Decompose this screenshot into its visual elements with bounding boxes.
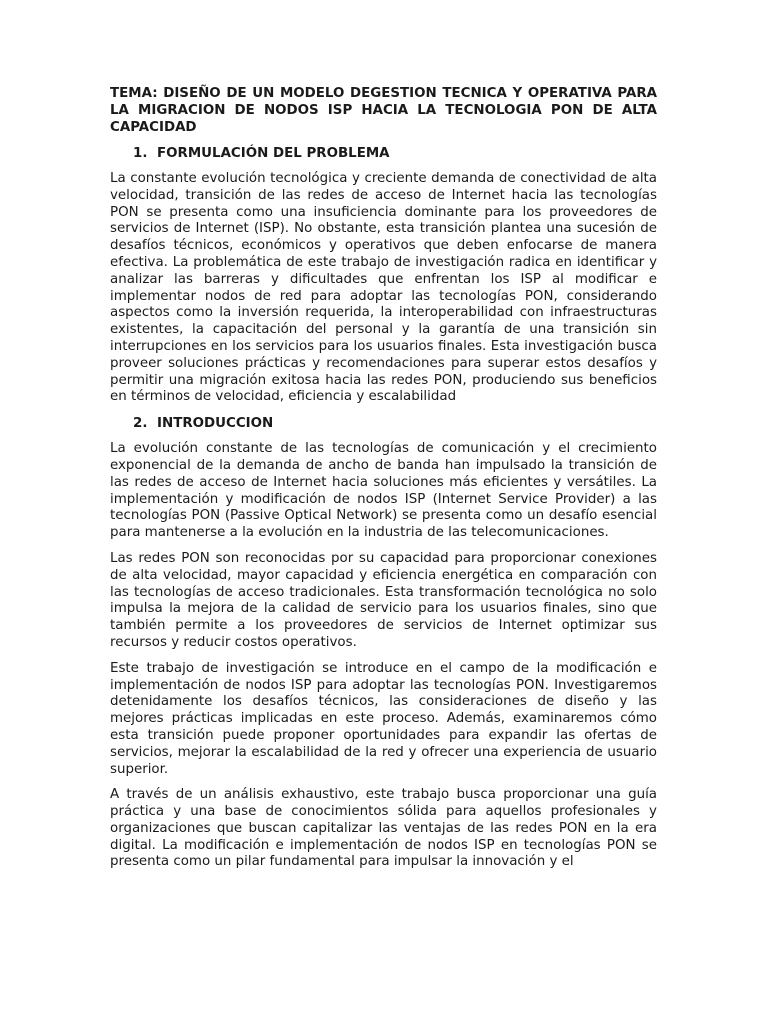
document-page (110, 85, 657, 880)
paragraph: Las redes PON son reconocidas por su capacidad para proporcionar conexiones de alta velocidad, mayor capacidad y eficiencia energética en comparación con las tecnologías de acceso tradicionales. Esta transformación tecnológica no solo impulsa la mejora de la calidad de servicio para los usuarios finales, sino que también permite a los proveedores de servicios de Internet optimizar sus recursos y reducir costos operativos. (110, 550, 657, 650)
paragraph: La evolución constante de las tecnologías de comunicación y el crecimiento exponencial de la demanda de ancho de banda han impulsado la transición de las redes de acceso de Internet hacia soluciones más eficientes y versátiles. La implementación y modificación de nodos ISP (Internet Service Provider) a las tecnologías PON (Passive Optical Network) se presenta como un desafío esencial para mantenerse a la evolución en la industria de las telecomunicaciones. (110, 441, 657, 541)
paragraph: La constante evolución tecnológica y creciente demanda de conectividad de alta velocidad, transición de las redes de acceso de Internet hacia las tecnologías PON se presenta como una insuficiencia dominante para los proveedores de servicios de Internet (ISP). No obstante, esta transición plantea una sucesión de desafíos técnicos, económicos y operativos que deben enfocarse de manera efectiva. La problemática de este trabajo de investigación radica en identificar y analizar las barreras y dificultades que enfrentan los ISP al modificar e implementar nodos de red para adoptar las tecnologías PON, considerando aspectos como la inversión requerida, la interoperabilidad con infraestructuras existentes, la capacitación del personal y la garantía de una transición sin interrupciones en los servicios para los usuarios finales. Esta investigación busca proveer soluciones prácticas y recomendaciones para superar estos desafíos y permitir una migración exitosa hacia las redes PON, produciendo sus beneficios en términos de velocidad, eficiencia y escalabilidad (110, 171, 657, 405)
section-title: FORMULACIÓN DEL PROBLEMA (157, 146, 390, 161)
section-heading-introduccion (110, 415, 657, 432)
section-title: INTRODUCCION (157, 416, 274, 432)
section-heading-problema (110, 145, 657, 162)
paragraph: Este trabajo de investigación se introduce en el campo de la modificación e implementación de nodos ISP para adoptar las tecnologías PON. Investigaremos detenidamente los desafíos técnicos, las consideraciones de diseño y las mejores prácticas implicadas en este proceso. Además, examinaremos cómo esta transición puede proponer oportunidades para expandir las ofertas de servicios, mejorar la escalabilidad de la red y ofrecer una experiencia de usuario superior. (110, 660, 657, 777)
paragraph: A través de un análisis exhaustivo, este trabajo busca proporcionar una guía práctica y una base de conocimientos sólida para aquellos profesionales y organizaciones que buscan capitalizar las ventajas de las redes PON en la era digital. La modificación e implementación de nodos ISP en tecnologías PON se presenta como un pilar fundamental para impulsar la innovación y el (110, 787, 657, 870)
section-number: 2. (133, 416, 148, 432)
document-title: TEMA: DISEÑO DE UN MODELO DEGESTION TECNICA Y OPERATIVA PARA LA MIGRACION DE NODOS ISP HACIA LA TECNOLOGIA PON DE ALTA CAPACIDAD (110, 86, 657, 135)
section-number: 1. (133, 146, 148, 161)
